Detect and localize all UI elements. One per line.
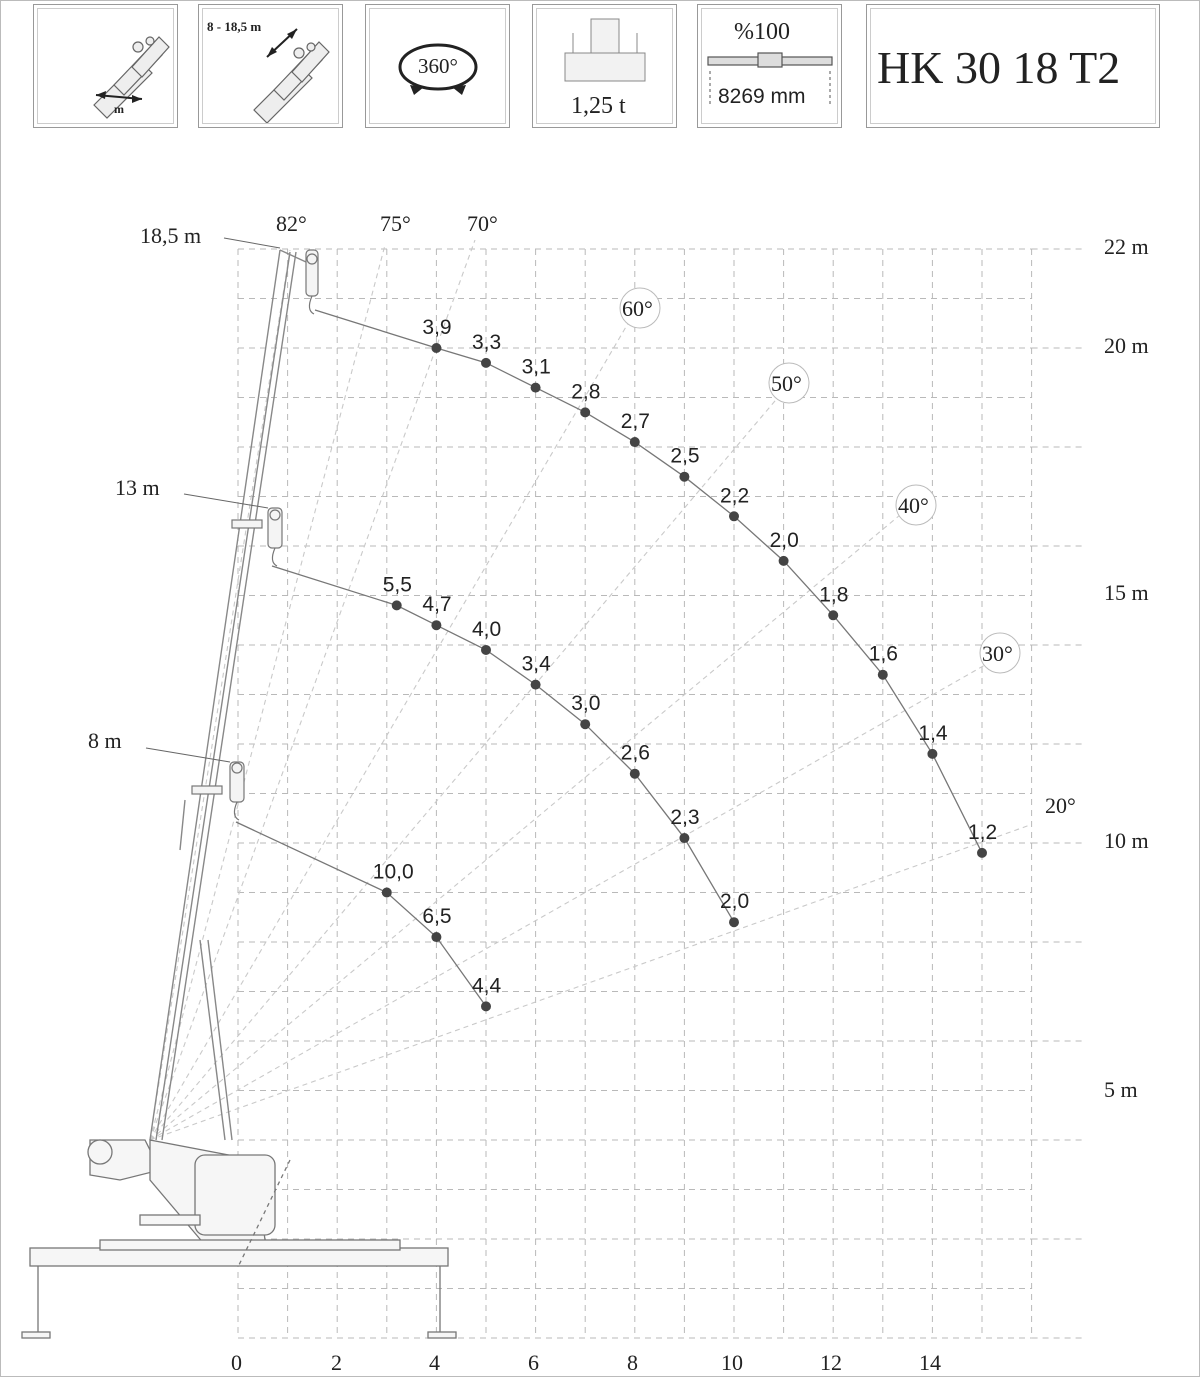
angle-30: 30° [982,641,1013,666]
angle-20: 20° [1045,793,1076,818]
angle-rays [150,240,1030,1140]
load-value-label: 1,4 [918,721,948,745]
boom-length-labels [88,223,280,762]
load-value-label: 2,2 [720,484,750,508]
angle-60: 60° [622,296,653,321]
load-value-label: 4,0 [472,617,502,641]
load-value-label: 5,5 [382,573,412,597]
load-point [431,343,441,353]
load-value-label: 3,3 [472,330,502,354]
load-value-label: 2,3 [670,806,700,830]
y-label-5: 5 m [1104,1077,1138,1102]
grid [238,249,1085,1338]
load-point [580,407,590,417]
load-value-label: 2,6 [620,741,651,765]
load-value-label: 2,0 [769,528,799,552]
angle-82: 82° [276,211,307,236]
load-point [977,848,987,858]
x-label-6: 6 [528,1350,539,1375]
load-point [878,670,888,680]
angle-50: 50° [771,371,802,396]
crane-drawing [22,250,456,1338]
boom-label-8: 8 m [88,728,122,753]
box1-label: m [114,102,124,116]
load-point [729,511,739,521]
angle-70: 70° [467,211,498,236]
load-point [679,472,689,482]
box4-label: 1,25 t [571,93,626,119]
angle-75: 75° [380,211,411,236]
load-value-label: 1,8 [819,583,849,607]
load-point [431,620,441,630]
angle-ray [150,245,385,1140]
load-point [630,769,640,779]
angle-ray [150,825,1030,1140]
x-label-10: 10 [721,1350,743,1375]
load-value-label: 2,0 [720,890,750,914]
model-title: HK 30 18 T2 [877,42,1121,93]
load-point [392,600,402,610]
load-point [630,437,640,447]
x-axis-labels [231,1350,941,1375]
y-axis-labels [1104,234,1149,1102]
y-label-15: 15 m [1104,580,1149,605]
load-value-label: 2,8 [571,380,601,404]
x-label-4: 4 [429,1350,440,1375]
angle-ray [150,515,900,1140]
y-label-22: 22 m [1104,234,1149,259]
load-point [779,556,789,566]
load-value-label: 2,5 [670,444,700,468]
x-label-2: 2 [331,1350,342,1375]
angle-ray [150,665,985,1140]
y-label-10: 10 m [1104,828,1149,853]
load-point [927,749,937,759]
load-value-label: 10,0 [372,860,414,884]
box5-bottom: 8269 mm [718,85,806,108]
x-label-12: 12 [820,1350,842,1375]
load-points [373,316,997,1011]
box2-label: 8 - 18,5 m [207,19,262,34]
box3-label: 360° [418,54,458,78]
angle-ray [150,250,290,1140]
load-point [481,1001,491,1011]
load-point [679,833,689,843]
load-point [729,917,739,927]
boom-label-13: 13 m [115,475,160,500]
load-value-label: 6,5 [422,905,452,929]
load-value-label: 1,2 [968,820,998,844]
load-point [580,719,590,729]
x-label-14: 14 [919,1350,941,1375]
load-value-label: 3,4 [521,652,551,676]
load-value-label: 2,7 [620,410,651,434]
load-point [481,358,491,368]
load-value-label: 3,1 [521,355,551,379]
load-value-label: 4,7 [422,593,452,617]
angle-labels [276,211,1076,818]
load-value-label: 3,9 [422,316,452,339]
x-label-0: 0 [231,1350,242,1375]
load-curve [315,310,982,853]
load-point [828,610,838,620]
load-value-label: 4,4 [472,974,502,998]
x-label-8: 8 [627,1350,638,1375]
load-point [531,680,541,690]
load-point [382,888,392,898]
angle-40: 40° [898,493,929,518]
load-value-label: 3,0 [571,692,601,716]
box5-top: %100 [734,19,790,45]
load-point [481,645,491,655]
load-point [531,383,541,393]
angle-ray [150,320,630,1140]
y-label-20: 20 m [1104,333,1149,358]
boom-label-18-5: 18,5 m [140,223,202,248]
load-point [431,932,441,942]
load-value-label: 1,6 [868,642,899,666]
